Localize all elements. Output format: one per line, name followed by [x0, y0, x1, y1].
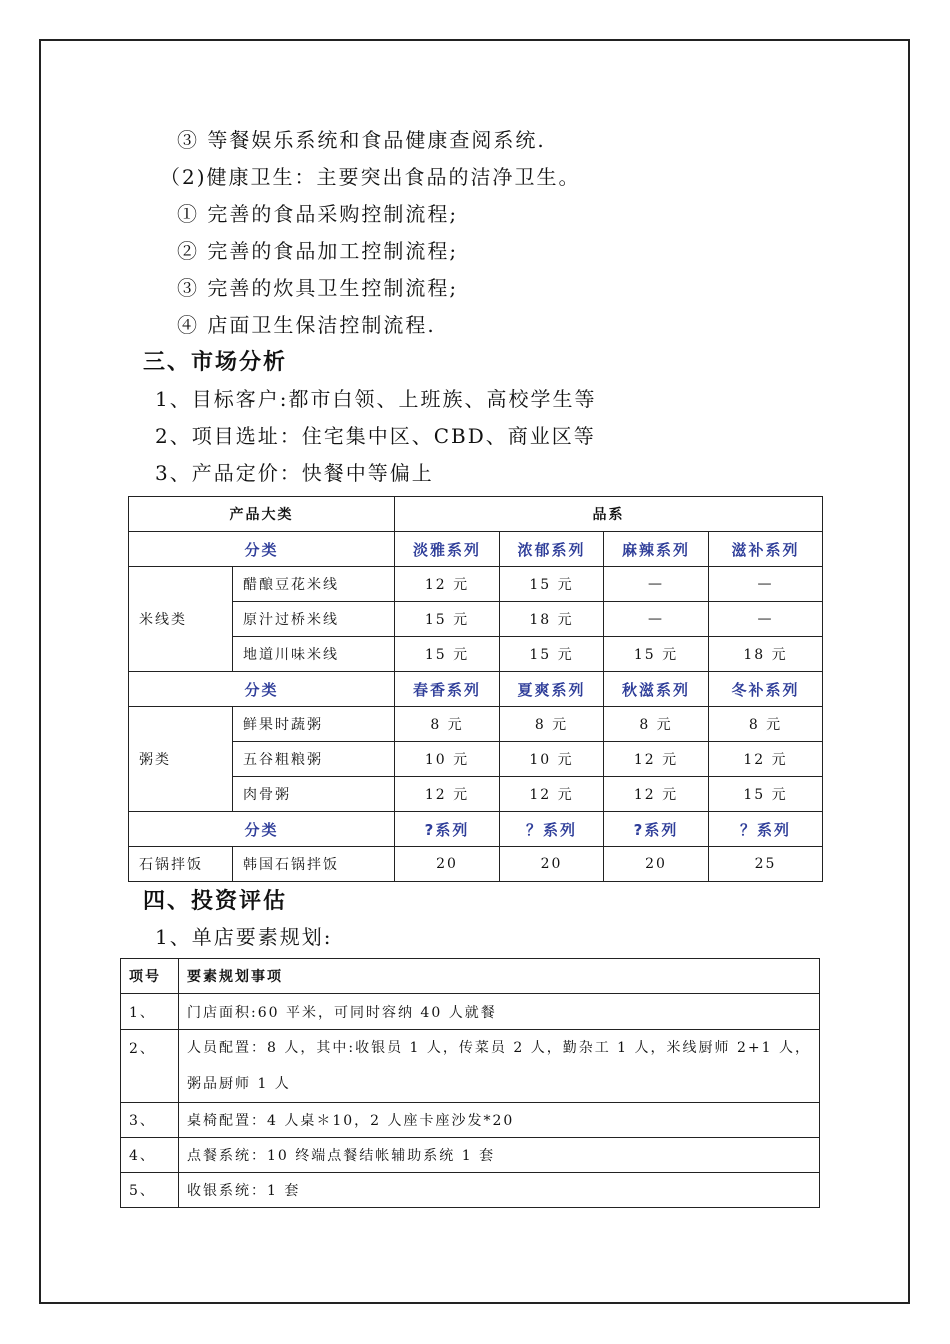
price-cell: 12 元: [709, 742, 823, 777]
price-cell: —: [604, 567, 709, 602]
row-no: 1、: [121, 994, 179, 1030]
item-cell: 肉骨粥: [233, 777, 395, 812]
series-label: 冬补系列: [709, 672, 823, 707]
series-label: ?系列: [395, 812, 500, 847]
series-label: 夏爽系列: [500, 672, 604, 707]
price-cell: 15 元: [395, 637, 500, 672]
table-row: [121, 1138, 820, 1173]
list-item: ② 完善的食品加工控制流程;: [177, 239, 459, 263]
series-label: ？系列: [709, 812, 823, 847]
series-label: 秋滋系列: [604, 672, 709, 707]
price-cell: 15 元: [500, 637, 604, 672]
table-row: [129, 637, 823, 672]
row-no: 4、: [121, 1138, 179, 1173]
series-label: ？系列: [500, 812, 604, 847]
row-no: 3、: [121, 1103, 179, 1138]
row-text: 人员配置：8 人，其中:收银员 1 人，传菜员 2 人，勤杂工 1 人，米线厨师 2+1 人，粥品厨师 1 人: [179, 1030, 820, 1103]
table-row: [129, 602, 823, 637]
series-label: 春香系列: [395, 672, 500, 707]
price-cell: —: [604, 602, 709, 637]
row-no: 2、: [121, 1030, 179, 1103]
table-row: [129, 707, 823, 742]
paragraph: 2、项目选址：住宅集中区、CBD、商业区等: [155, 424, 596, 448]
header-no: 项号: [121, 959, 179, 994]
plan-table: [120, 958, 820, 1208]
section-heading-market: 三、市场分析: [143, 350, 288, 375]
sub-label: 分类: [129, 812, 395, 847]
category-cell: 石锅拌饭: [129, 847, 233, 882]
category-cell: 粥类: [129, 707, 233, 812]
item-cell: 五谷粗粮粥: [233, 742, 395, 777]
paragraph: 1、单店要素规划:: [155, 925, 333, 949]
price-cell: —: [709, 567, 823, 602]
table-row: [129, 497, 823, 532]
sub-label: 分类: [129, 672, 395, 707]
item-cell: 韩国石锅拌饭: [233, 847, 395, 882]
price-cell: 15 元: [709, 777, 823, 812]
item-cell: 原汁过桥米线: [233, 602, 395, 637]
section-heading-investment: 四、投资评估: [143, 889, 288, 914]
row-no: 5、: [121, 1173, 179, 1208]
list-item: ③ 完善的炊具卫生控制流程;: [177, 276, 459, 300]
item-cell: 醋酿豆花米线: [233, 567, 395, 602]
price-cell: 8 元: [604, 707, 709, 742]
table-row: [129, 812, 823, 847]
subsection-heading: （2)健康卫生：主要突出食品的洁净卫生。: [160, 165, 581, 189]
price-cell: 20: [604, 847, 709, 882]
price-cell: 12 元: [395, 567, 500, 602]
header-item: 要素规划事项: [179, 959, 820, 994]
price-cell: 12 元: [604, 742, 709, 777]
price-cell: 15 元: [395, 602, 500, 637]
row-text: 门店面积:60 平米，可同时容纳 40 人就餐: [179, 994, 820, 1030]
price-cell: 12 元: [395, 777, 500, 812]
price-table: [128, 496, 823, 882]
paragraph: 1、目标客户:都市白领、上班族、高校学生等: [155, 387, 597, 411]
list-item: ④ 店面卫生保洁控制流程.: [177, 313, 436, 337]
price-cell: 10 元: [395, 742, 500, 777]
price-cell: 15 元: [500, 567, 604, 602]
price-cell: 18 元: [709, 637, 823, 672]
price-cell: 25: [709, 847, 823, 882]
price-cell: 20: [500, 847, 604, 882]
table-row: [129, 532, 823, 567]
price-cell: 10 元: [500, 742, 604, 777]
table-row: [129, 742, 823, 777]
price-cell: 12 元: [604, 777, 709, 812]
row-text: 桌椅配置：4 人桌＊10，2 人座卡座沙发*20: [179, 1103, 820, 1138]
price-cell: —: [709, 602, 823, 637]
series-label: 滋补系列: [709, 532, 823, 567]
price-cell: 15 元: [604, 637, 709, 672]
list-item: ① 完善的食品采购控制流程;: [177, 202, 459, 226]
price-cell: 12 元: [500, 777, 604, 812]
row-text: 收银系统：1 套: [179, 1173, 820, 1208]
series-label: 浓郁系列: [500, 532, 604, 567]
table-row: [129, 847, 823, 882]
price-cell: 8 元: [395, 707, 500, 742]
table-row: [129, 567, 823, 602]
price-cell: 8 元: [709, 707, 823, 742]
table-row: [121, 994, 820, 1030]
table-row: [121, 959, 820, 994]
price-cell: 18 元: [500, 602, 604, 637]
table-row: [121, 1173, 820, 1208]
paragraph: 3、产品定价：快餐中等偏上: [155, 461, 434, 485]
row-text: 点餐系统：10 终端点餐结帐辅助系统 1 套: [179, 1138, 820, 1173]
table-row: [121, 1103, 820, 1138]
list-item: ③ 等餐娱乐系统和食品健康查阅系统.: [177, 128, 546, 152]
header-series: 品系: [395, 497, 823, 532]
series-label: ?系列: [604, 812, 709, 847]
series-label: 淡雅系列: [395, 532, 500, 567]
header-category: 产品大类: [129, 497, 395, 532]
table-row: [129, 777, 823, 812]
table-row: [121, 1030, 820, 1103]
category-cell: 米线类: [129, 567, 233, 672]
price-cell: 20: [395, 847, 500, 882]
table-row: [129, 672, 823, 707]
item-cell: 鲜果时蔬粥: [233, 707, 395, 742]
sub-label: 分类: [129, 532, 395, 567]
item-cell: 地道川味米线: [233, 637, 395, 672]
series-label: 麻辣系列: [604, 532, 709, 567]
price-cell: 8 元: [500, 707, 604, 742]
